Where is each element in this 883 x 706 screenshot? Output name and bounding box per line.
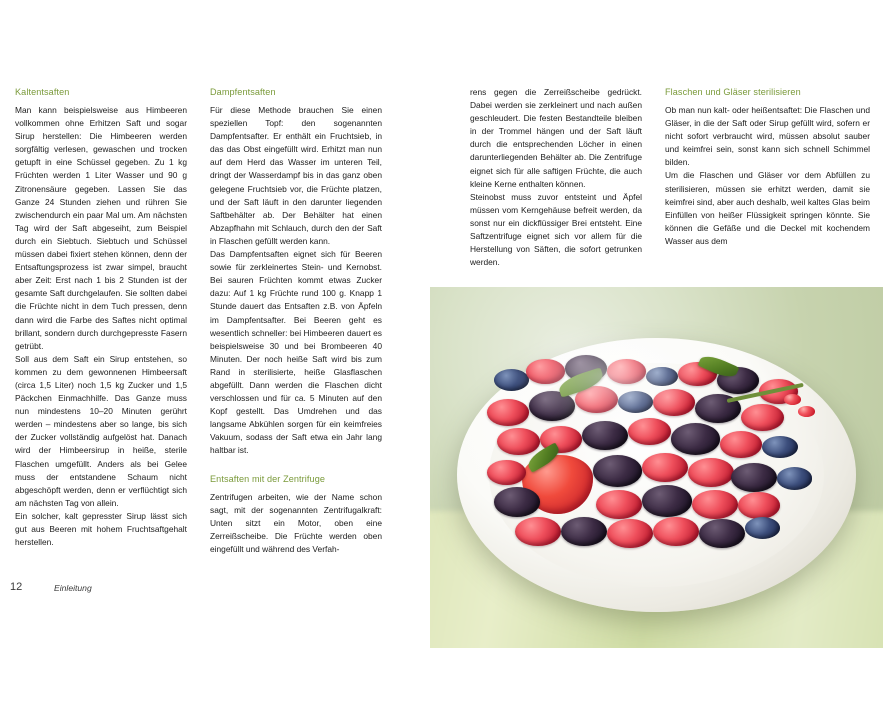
blackberry bbox=[731, 463, 777, 492]
raspberry bbox=[497, 428, 539, 455]
raspberry bbox=[515, 517, 561, 546]
blackberry bbox=[494, 487, 540, 516]
blueberry bbox=[618, 391, 653, 413]
raspberry bbox=[526, 359, 565, 384]
raspberry bbox=[653, 389, 695, 416]
paragraph: Soll aus dem Saft ein Sirup entstehen, so kommen zu dem gewonnenen Himbeersaft (circa 1,5 Liter) noch 1,5 kg Zucker und 1,5 Päckchen Einmachhilfe. Das Ganze muss nun mindestens 10–20 Minuten gerührt werden – mindestens aber so lange, bis sich der Zucker vollständig aufgelöst hat. Danach wird der Himbeersirup in heiße, sterile Flaschen umgefüllt. Anders als bei Gelee muss der entstandene Schaum nicht abgeschöpft werden, denn er verflüchtigt sich am nächsten Tag von allein. bbox=[15, 353, 187, 508]
text-column-3 bbox=[470, 86, 642, 269]
blueberry bbox=[777, 467, 812, 489]
paragraph: Ob man nun kalt- oder heißentsaftet: Die Flaschen und Gläser, in die der Saft oder Sirup gefüllt wird, sofern er nicht sofort verbraucht wird, müssen absolut sauber und keimfrei sein, sonst kann sich schnell Schimmel bilden. bbox=[665, 105, 870, 168]
blackberry bbox=[529, 391, 575, 420]
running-head-label: Einleitung bbox=[54, 583, 92, 593]
raspberry bbox=[653, 517, 699, 546]
bowl-of-mixed-berries-photo bbox=[430, 287, 883, 648]
paragraph: Zentrifugen arbeiten, wie der Name schon sagt, mit der sogenannten Zentrifugalkraft: Unten sitzt ein Motor, oben eine Zerreißscheibe. Die Früchte werden oben eingefüllt und während des Verfah- bbox=[210, 491, 382, 554]
raspberry bbox=[688, 458, 734, 487]
paragraph: Steinobst muss zuvor entsteint und Äpfel müssen vom Kerngehäuse befreit werden, da sonst nur ein dickflüssiger Brei entsteht. Eine Saftzentrifuge eignet sich vor allem für die Herstellung von Säften, die sofort getrunken werden. bbox=[470, 191, 642, 268]
blackberry bbox=[642, 485, 691, 517]
paragraph: Man kann beispielsweise aus Himbeeren vollkommen ohne Erhitzen Saft und sogar Sirup herstellen: Die Himbeeren werden sorgfältig verlesen, gewaschen und trocken getupft in eine Schüssel gegeben. Zu 1 kg Früchten werden 1 Liter Wasser und 90 g Zitronensäure gegeben. Lassen Sie das Ganze 24 Stunden ziehen und rühren Sie zwischendurch ein paar Mal um. Am nächsten Tag wird der Saft abgeseiht, zum Beispiel durch ein Siebtuch. Siebtuch und Schüssel müssen dabei fixiert stehen können, denn der Entsaftungsprozess ist zwar simpel, braucht aber Zeit: Erst nach 1 bis 2 Stunden ist der gesamte Saft durchgelaufen. Sie sollten dabei die Früchte nicht in dem Tuch pressen, denn dann wird die Farbe des Saftes nicht optimal brillant, sondern durch durchgepresste Fasern getrübt. bbox=[15, 105, 187, 351]
blueberry bbox=[646, 367, 678, 387]
raspberry bbox=[607, 359, 646, 384]
blackberry bbox=[699, 519, 745, 548]
raspberry bbox=[738, 492, 780, 519]
text-column-2 bbox=[210, 86, 382, 556]
raspberry bbox=[628, 418, 670, 445]
section-heading-zentrifuge: Entsaften mit der Zentrifuge bbox=[210, 473, 326, 484]
paragraph: Für diese Methode brauchen Sie einen speziellen Topf: den sogenannten Dampfentsafter. Er enthält ein Fruchtsieb, in das das Obst eingefüllt wird. Erhitzt man nun auf dem Herd das Wasser im unteren Teil, dringt der Wasserdampf bis in das ganz oben gelegene Fruchtsieb vor, die Früchte platzen, und der Saft läuft in den darunter liegenden Saftbehälter ab. Der Behälter hat einen Abzapfhahn mit Schlauch, durch den der Saft in Flaschen gefüllt werden kann. bbox=[210, 105, 382, 246]
paragraph: Ein solcher, kalt gepresster Sirup lässt sich gut aus Beeren mit hohem Fruchtsaftgehalt herstellen. bbox=[15, 510, 187, 548]
raspberry bbox=[642, 453, 688, 482]
blueberry bbox=[762, 436, 797, 458]
raspberry bbox=[741, 404, 783, 431]
blueberry bbox=[745, 517, 780, 539]
redcurrant bbox=[798, 406, 816, 417]
raspberry bbox=[692, 490, 738, 519]
raspberry bbox=[596, 490, 642, 519]
text-column-4 bbox=[665, 86, 870, 248]
raspberry bbox=[607, 519, 653, 548]
raspberry bbox=[720, 431, 762, 458]
paragraph: rens gegen die Zerreißscheibe gedrückt. Dabei werden sie zerkleinert und nach außen geschleudert. Die festen Bestandteile bleiben in der Trommel hängen und der Saft läuft durch die entsprechenden Löcher in einen darunterliegenden Behälter ab. Die Zentrifuge eignet sich für alle saftigen Früchte, die auch kleine Kerne enthalten können. bbox=[470, 87, 642, 189]
paragraph: Um die Flaschen und Gläser vor dem Abfüllen zu sterilisieren, müssen sie erhitzt werden, damit sie keimfrei sind, aber auch deshalb, weil kaltes Glas beim Einfüllen von heißer Flüssigkeit springen könnte. Sie können die Gefäße und die Deckel mit kochendem Wasser aus dem bbox=[665, 170, 870, 246]
section-heading-dampfentsaften: Dampfentsaften bbox=[210, 87, 276, 97]
blueberry bbox=[494, 369, 529, 391]
page-number: 12 bbox=[10, 581, 23, 593]
blackberry bbox=[671, 423, 720, 455]
section-heading-sterilisieren: Flaschen und Gläser sterilisieren bbox=[665, 87, 801, 97]
redcurrant bbox=[784, 394, 802, 405]
berry-pile bbox=[480, 345, 833, 590]
section-heading-kaltentsaften: Kaltentsaften bbox=[15, 87, 70, 97]
raspberry bbox=[487, 460, 526, 485]
blackberry bbox=[593, 455, 642, 487]
paragraph: Das Dampfentsaften eignet sich für Beeren sowie für zerkleinertes Stein- und Kernobst. Bei sauren Früchten kommt etwas Zucker dazu: Auf 1 kg Früchte rund 100 g. Knapp 1 Stunde dauert das Entsaften z.B. von Äpfeln im Dampfentsafter. Bei Beeren geht es wesentlich schneller: bei Himbeeren dauert es beispielsweise 30 und bei Brombeeren 40 Minuten. Der noch heiße Saft wird bis zum Rand in sterilisierte, heiße Glasflaschen abgefüllt. Dann werden die Flaschen dicht verschlossen und für ca. 5 Minuten auf den Kopf gestellt. Das Umdrehen und das langsame Abkühlen sorgen für ein keimfreies Vakuum, sodass der Saft etwa ein Jahr lang haltbar ist. bbox=[210, 249, 382, 456]
text-column-1 bbox=[15, 86, 187, 549]
raspberry bbox=[487, 399, 529, 426]
blackberry bbox=[561, 517, 607, 546]
blackberry bbox=[582, 421, 628, 450]
